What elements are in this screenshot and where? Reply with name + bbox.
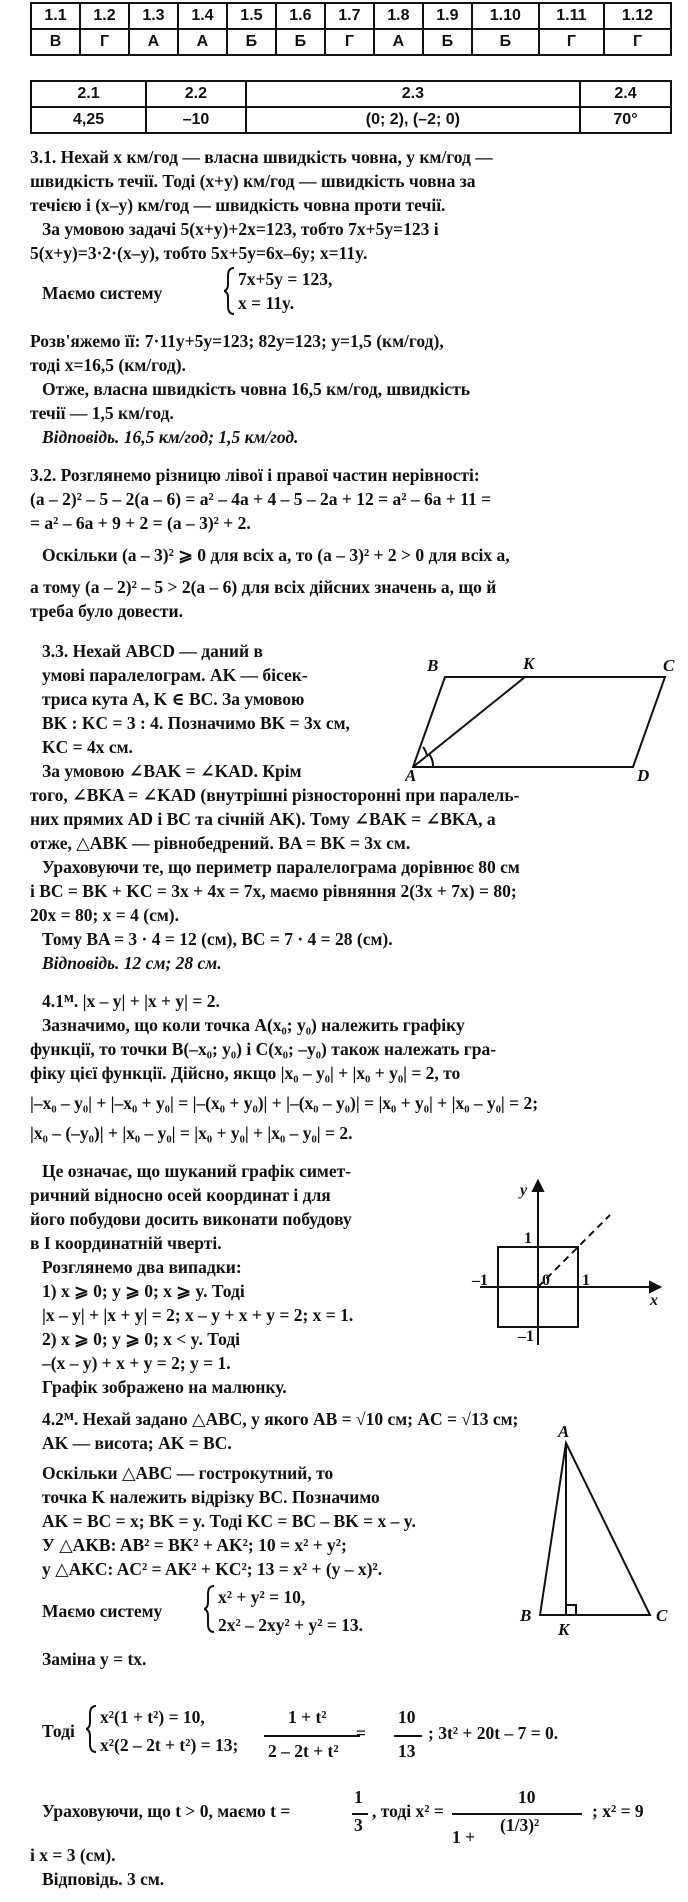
label-1-x: 1 [582, 1272, 590, 1289]
text-line: 5(x+y)=3·2·(x–y), тобто 5x+5y=6x–6y; x=11y. [30, 243, 368, 263]
text-line: швидкість течії. Тоді (x+y) км/год — швидкість човна за [30, 171, 476, 191]
text-line: AK = BC = x; BK = y. Тоді KC = BC – BK = x – y. [42, 1511, 416, 1531]
graph-figure [470, 1175, 670, 1350]
text-line: ; 3t² + 20t – 7 = 0. [428, 1723, 559, 1743]
text-line: |x₀ – (–y₀)| + |x₀ – y₀| = |x₀ + y₀| + |x₀ – y₀| = 2. [30, 1123, 353, 1143]
text-line: 1 + t² [288, 1707, 327, 1727]
table-2-header-row [31, 81, 671, 107]
text-line: (a – 2)² – 5 – 2(a – 6) = a² – 4a + 4 – 5 – 2a + 12 = a² – 6a + 11 = [30, 489, 492, 509]
x-axis-arrow [650, 1282, 660, 1292]
table-1-header-row [31, 3, 671, 29]
text-line: ; x² = 9 [592, 1801, 644, 1821]
text-line: течією і (x–y) км/год — швидкість човна проти течії. [30, 195, 446, 215]
fraction-bar-3 [352, 1812, 372, 1816]
table-2-answer-row [31, 107, 671, 133]
t1a-cell: Б [276, 29, 325, 55]
t1h-cell: 1.9 [423, 3, 472, 29]
text-line: Ураховуючи те, що периметр паралелограма дорівнює 80 см [42, 857, 520, 877]
t1h-cell: 1.7 [325, 3, 374, 29]
table-1-answer-row [31, 29, 671, 55]
text-line: триса кута A, K ∈ BC. За умовою [42, 689, 305, 709]
text-line: Зазначимо, що коли точка A(x₀; y₀) належить графіку [42, 1015, 465, 1035]
text-line: в I координатній чверті. [30, 1233, 222, 1253]
text-line: 1) x ⩾ 0; y ⩾ 0; x ⩾ y. Тоді [42, 1281, 245, 1301]
answers-table-1 [30, 2, 672, 56]
text-line: ричний відносно осей координат і для [30, 1185, 331, 1205]
text-line: AK — висота; AK = BC. [42, 1433, 232, 1453]
t1a-cell: Г [80, 29, 129, 55]
t1a-cell: Б [423, 29, 472, 55]
t1h-cell: 1.11 [539, 3, 604, 29]
label-K: K [523, 655, 535, 673]
t2h-cell: 2.3 [246, 81, 580, 107]
t2a-cell: 4,25 [31, 107, 146, 133]
t1a-cell: Г [325, 29, 374, 55]
t1h-cell: 1.2 [80, 3, 129, 29]
label-0: 0 [542, 1272, 550, 1289]
text-line: того, ∠BKA = ∠KAD (внутрішні різносторонні при паралель- [30, 785, 520, 805]
text-line: Графік зображено на малюнку. [42, 1377, 287, 1397]
text-line: Оскільки △ABC — гострокутний, то [42, 1463, 334, 1483]
text-line: x²(2 – 2t + t²) = 13; [100, 1735, 239, 1755]
brace-system-3 [86, 1704, 98, 1754]
text-line: 3.2. Розглянемо різницю лівої і правої частин нерівності: [30, 465, 480, 485]
text-line: Ураховуючи, що t > 0, маємо t = [42, 1801, 291, 1821]
text-line: 10 [398, 1707, 416, 1727]
angle-arc-2 [423, 747, 427, 757]
text-line: = a² – 6a + 9 + 2 = (a – 3)² + 2. [30, 513, 251, 533]
text-line: 13 [398, 1741, 416, 1761]
t1h-cell: 1.1 [31, 3, 80, 29]
brace-system-2 [204, 1584, 216, 1634]
text-line: і x = 3 (см). [30, 1845, 116, 1865]
text-line: Відповідь. 12 см; 28 см. [42, 953, 222, 973]
text-line: 3 [354, 1815, 363, 1835]
text-line: , тоді x² = [372, 1801, 444, 1821]
text-line: Заміна y = tx. [42, 1649, 147, 1669]
text-line: них прямих AD і BC та січній AK). Тому ∠BAK = ∠BKA, а [30, 809, 496, 829]
text-line: 3.3. Нехай ABCD — даний в [42, 641, 263, 661]
t1a-cell: А [178, 29, 227, 55]
text-line: а тому (a – 2)² – 5 > 2(a – 6) для всіх дійсних значень a, що й [30, 577, 497, 597]
t1h-cell: 1.8 [374, 3, 423, 29]
text-line: x² + y² = 10, [218, 1587, 306, 1607]
label-C: C [663, 656, 675, 675]
label-A: A [558, 1425, 570, 1441]
label-minus1-x: –1 [472, 1272, 488, 1289]
text-line: За умовою ∠BAK = ∠KAD. Крім [42, 761, 302, 781]
text-line: Тому BA = 3 · 4 = 12 (см), BC = 7 · 4 = 28 (см). [42, 929, 393, 949]
text-line: x = 11y. [238, 293, 295, 313]
label-D: D [637, 766, 650, 785]
t1a-cell: Г [604, 29, 671, 55]
text-line: Оскільки (a – 3)² ⩾ 0 для всіх a, то (a – 3)² + 2 > 0 для всіх a, [42, 545, 510, 565]
text-line: Розв'яжемо її: 7·11y+5y=123; 82y=123; y=1,5 (км/год), [30, 331, 444, 351]
label-B: B [520, 1606, 532, 1625]
text-line: x²(1 + t²) = 10, [100, 1707, 205, 1727]
text-line: 1 [354, 1787, 363, 1807]
t1h-cell: 1.12 [604, 3, 671, 29]
t1h-cell: 1.4 [178, 3, 227, 29]
t1h-cell: 1.5 [227, 3, 276, 29]
text-line: і BC = BK + KC = 3x + 4x = 7x, маємо рівняння 2(3x + 7x) = 80; [30, 881, 517, 901]
text-line: умові паралелограм. AK — бісек- [42, 665, 308, 685]
t1a-cell: Б [472, 29, 539, 55]
text-line: фіку цієї функції. Дійсно, якщо |x₀ – y₀| + |x₀ + y₀| = 2, то [30, 1063, 461, 1083]
t1h-cell: 1.10 [472, 3, 539, 29]
text-line: |–x₀ – y₀| + |–x₀ + y₀| = |–(x₀ + y₀)| + |–(x₀ – y₀)| = |x₀ + y₀| + |x₀ – y₀| = 2; [30, 1093, 539, 1113]
t1a-cell: Г [539, 29, 604, 55]
text-line: 2) x ⩾ 0; y ⩾ 0; x < y. Тоді [42, 1329, 241, 1349]
label-1-y: 1 [524, 1230, 532, 1247]
text-line: У △AKB: AB² = BK² + AK²; 10 = x² + y²; [42, 1535, 347, 1555]
t2h-cell: 2.4 [580, 81, 671, 107]
text-line: Це означає, що шуканий графік симет- [42, 1161, 352, 1181]
right-angle-mark [566, 1605, 576, 1615]
fraction-bar-2 [394, 1734, 426, 1738]
text-line: 2x² – 2xy² + y² = 13. [218, 1615, 364, 1635]
t1h-cell: 1.6 [276, 3, 325, 29]
text-line: отже, △ABK — рівнобедрений. BA = BK = 3x см. [30, 833, 411, 853]
t2a-cell: (0; 2), (–2; 0) [246, 107, 580, 133]
text-line: 20x = 80; x = 4 (см). [30, 905, 179, 925]
text-line: = [356, 1723, 366, 1743]
text-line: треба було довести. [30, 601, 183, 621]
triangle-abc [540, 1443, 650, 1615]
text-line: –(x – y) + x + y = 2; y = 1. [42, 1353, 231, 1373]
label-minus1-y: –1 [518, 1328, 534, 1345]
text-line: у △AKC: AC² = AK² + KC²; 13 = x² + (y – x)². [42, 1559, 383, 1579]
parallelogram-shape [413, 677, 665, 767]
label-A: A [405, 766, 417, 785]
angle-arc [429, 754, 433, 767]
text-line: 4.2ᴹ. Нехай задано △ABC, у якого AB = √10 см; AC = √13 см; [42, 1409, 519, 1429]
text-line: Маємо систему [42, 283, 163, 303]
y-axis-arrow [533, 1181, 543, 1191]
text-line: його побудови досить виконати побудову [30, 1209, 352, 1229]
t2h-cell: 2.2 [146, 81, 246, 107]
text-line: Отже, власна швидкість човна 16,5 км/год, швидкість [42, 379, 471, 399]
label-C: C [656, 1606, 668, 1625]
text-line: 1 + [452, 1827, 476, 1847]
label-B: B [427, 656, 439, 675]
t1a-cell: А [374, 29, 423, 55]
t1a-cell: Б [227, 29, 276, 55]
fraction-bar-4 [452, 1812, 586, 1816]
fraction-bar-1 [264, 1734, 364, 1738]
text-line: Маємо систему [42, 1601, 163, 1621]
text-line: (1/3)² [500, 1815, 540, 1835]
text-line: Відповідь. 3 см. [42, 1869, 165, 1889]
text-line: Відповідь. 16,5 км/год; 1,5 км/год. [42, 427, 299, 447]
parallelogram-figure [405, 655, 680, 790]
t1a-cell: В [31, 29, 80, 55]
t2a-cell: –10 [146, 107, 246, 133]
text-line: BK : KC = 3 : 4. Позначимо BK = 3x см, [42, 713, 350, 733]
text-line: 10 [518, 1787, 536, 1807]
text-line: Тоді [42, 1721, 75, 1741]
t2h-cell: 2.1 [31, 81, 146, 107]
label-x: x [650, 1292, 658, 1309]
t1h-cell: 1.3 [129, 3, 178, 29]
text-line: 7x+5y = 123, [238, 269, 333, 289]
triangle-figure [510, 1425, 680, 1645]
text-line: точка K належить відрізку BC. Позначимо [42, 1487, 380, 1507]
t1a-cell: А [129, 29, 178, 55]
answers-table-2 [30, 80, 672, 134]
text-line: функції, то точки B(–x₀; y₀) і C(x₀; –y₀) також належать гра- [30, 1039, 497, 1059]
text-line: течії — 1,5 км/год. [30, 403, 174, 423]
brace-system-1 [224, 266, 236, 316]
t2a-cell: 70° [580, 107, 671, 133]
text-line: 3.1. Нехай x км/год — власна швидкість човна, y км/год — [30, 147, 493, 167]
text-line: Розглянемо два випадки: [42, 1257, 242, 1277]
label-K: K [558, 1620, 570, 1639]
text-line: За умовою задачі 5(x+y)+2x=123, тобто 7x+5y=123 і [42, 219, 439, 239]
text-line: 2 – 2t + t² [268, 1741, 339, 1761]
text-line: тоді x=16,5 (км/год). [30, 355, 186, 375]
text-line: KC = 4x см. [42, 737, 133, 757]
text-line: |x – y| + |x + y| = 2; x – y + x + y = 2; x = 1. [42, 1305, 354, 1325]
text-line: 4.1ᴹ. |x – y| + |x + y| = 2. [42, 991, 220, 1011]
label-y: y [520, 1182, 528, 1199]
